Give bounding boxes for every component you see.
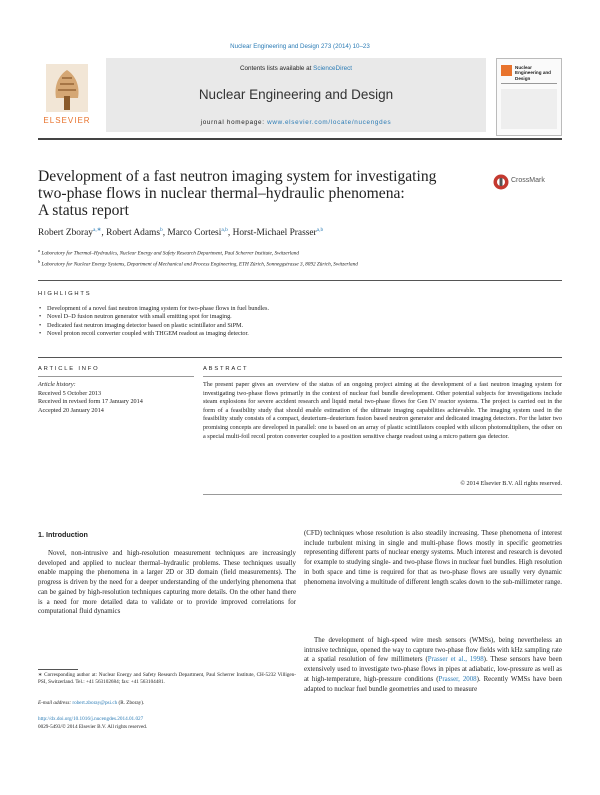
author-3[interactable]: Marco Cortesi$^{a,b}$ <box>167 227 228 239</box>
footnote-corresponding: ∗ Corresponding author at: Nuclear Energy and Safety Research Department, Paul Scherrer Institute, CH-5232 Villigen-PSI, Switzerland. Tel.: +41 563102684; fax: +41 563104481. <box>38 672 296 686</box>
article-history <box>38 381 194 415</box>
publisher-name: ELSEVIER <box>43 116 91 125</box>
author-1[interactable]: Robert Zboray$^{a,∗}$ <box>38 227 102 239</box>
email-link[interactable]: robert.zboray@psi.ch <box>72 700 118 706</box>
column-2-paragraph-2: The development of high-speed wire mesh sensors (WMSs), being nevertheless an intrusive technique, opened the way to capture two-phase flow fields with kHz sampling rate at a spatial resolution of few millimeters (Prasser et al., 1998). These sensors have been extensively used to investigate two-phase flows in pipes at adiabatic, low-pressure as well as at high-temperature, high-pressure conditions (Prasser, 2008). Recently WMSs have been adapted to nuclear fuel bundle geometries and used to measure <box>304 637 563 693</box>
contents-prefix: Contents lists available at <box>239 65 314 72</box>
received-date: Received 5 October 2013 <box>38 389 102 397</box>
issn-line: 0029-5493/© 2014 Elsevier B.V. All rights reserved. <box>38 724 148 730</box>
citation-link[interactable]: Prasser, 2008 <box>438 675 477 683</box>
journal-header <box>38 58 562 137</box>
footnote-rule <box>38 669 78 670</box>
journal-reference[interactable]: Nuclear Engineering and Design 273 (2014) 10–23 <box>230 43 370 50</box>
highlights-rule-top <box>38 280 562 281</box>
highlight-item: • Dedicated fast neutron imaging detector based on plastic scintillator and SiPM. <box>47 322 562 330</box>
homepage-url[interactable]: www.elsevier.com/locate/nucengdes <box>267 119 392 126</box>
highlight-item: • Development of a novel fast neutron imaging system for two-phase flows in fuel bundles. <box>47 305 562 313</box>
crossmark-label: CrossMark <box>511 177 545 184</box>
highlight-item: • Novel proton recoil converter coupled with THGEM readout as imaging detector. <box>47 330 562 338</box>
article-info-rule <box>38 376 194 377</box>
footnote-email: E-mail address: robert.zboray@psi.ch (R. Zboray). <box>38 700 145 706</box>
header-rule <box>38 138 562 140</box>
author-list: Robert Zboray$^{a,∗}$, Robert Adams$^b$, Marco Cortesi$^{a,b}$, Horst-Michael Prasser$^{a,b}$ <box>38 227 324 239</box>
header-band <box>106 58 486 132</box>
homepage-label: journal homepage: <box>200 119 268 126</box>
title-line-3: A status report <box>38 202 129 220</box>
abstract-text: The present paper gives an overview of the status of an ongoing project aiming at the development of a fast neutron imaging system for investigating two-phase flows primarily in the context of nuclear fuel bundle development. Other potential subjects for investigations include steam explosions for severe accident research and liquid metal two-phase flows for Gen IV reactor systems. The project is carried out in the form of a feasibility study that should enable estimation of the ultimate imaging capabilities achievable. The imaging system used in the feasibility study consists of a compact, deuterium–deuterium fusion based neutron generator and dedicated imaging detectors. For the latter two promising concepts are developed in parallel: one is based on an array of plastic scintillators coupled with silicon photomultipliers, the other on a special multi-foil recoil proton converter coupled to a position sensitive charge readout using a micro pattern gas detector. <box>203 381 562 440</box>
affiliations <box>38 247 562 269</box>
crossmark-icon <box>493 174 509 190</box>
abstract-rule <box>203 376 562 377</box>
homepage-line <box>106 119 486 126</box>
journal-title: Nuclear Engineering and Design <box>198 87 394 102</box>
highlight-item: • Novel D–D fusion neutron generator with small emitting spot for imaging. <box>47 313 562 321</box>
cover-title: Nuclear Engineering and Design <box>515 65 551 81</box>
accepted-date: Accepted 20 January 2014 <box>38 406 104 414</box>
revised-date: Received in revised form 17 January 2014 <box>38 398 143 406</box>
title-line-2: two-phase flows in nuclear thermal–hydraulic phenomena: <box>38 185 405 203</box>
section-title: 1. Introduction <box>38 530 88 539</box>
abstract-rule-bottom <box>203 494 562 495</box>
history-label: Article history: <box>38 381 76 388</box>
affiliation-a: $^a$ Laboratory for Thermal–Hydraulics, Nuclear Energy and Safety Research Department, Paul Scherrer Institute, Switzerland <box>38 248 299 257</box>
cover-logo-icon <box>501 65 512 76</box>
abstract-heading: ABSTRACT <box>203 366 249 372</box>
journal-cover-thumbnail <box>496 58 562 136</box>
column-2-paragraph-1: (CFD) techniques whose resolution is also steadily increasing. These phenomena of interest include turbulent mixing in single and multi-phase flows mostly in specific geometries representing different parts of nuclear energy systems. Much interest and research is devoted for example to studying single- and two-phase flows in nuclear fuel bundles. High resolution in both space and time is required for that as two-phase flows are usually very dynamic phenomena involving a multitude of different length scales down to the sub-millimeter range. <box>304 530 563 586</box>
article-info-heading: ARTICLE INFO <box>38 366 100 372</box>
doi-link[interactable]: http://dx.doi.org/10.1016/j.nucengdes.2014.01.027 <box>38 716 144 722</box>
highlights-heading: HIGHLIGHTS <box>38 291 92 297</box>
author-4[interactable]: Horst-Michael Prasser$^{a,b}$ <box>232 227 324 239</box>
title-line-1: Development of a fast neutron imaging system for investigating <box>38 168 437 185</box>
highlights-list <box>38 305 562 338</box>
author-2[interactable]: Robert Adams$^b$ <box>106 227 163 239</box>
affiliation-b: $^b$ Laboratory for Nuclear Energy Systems, Department of Mechanical and Process Engineering, ETH Zürich, Sonneggstrasse 3, 8092 Zürich, Switzerland <box>38 258 358 268</box>
info-rule-top <box>38 357 562 358</box>
sciencedirect-link[interactable]: ScienceDirect <box>313 65 352 72</box>
contents-line <box>106 65 486 72</box>
citation-link[interactable]: Prasser et al., 1998 <box>427 656 484 664</box>
column-1-paragraph: Novel, non-intrusive and high-resolution measurement techniques are increasingly developed and applied to nuclear thermal–hydraulic problems. These techniques usually enable mapping the phenomena in a larger 2D or 3D domain (field measurements). The progress is driven by the need for a deeper understanding of the underlying phenomena that can be gained by high-resolution techniques capturing more details. On the other hand there is a need for more detailed data to validate or to provide improved correlations for computational fluid dynamics <box>38 550 296 616</box>
article-title <box>38 168 478 220</box>
copyright: © 2014 Elsevier B.V. All rights reserved. <box>460 480 562 487</box>
elsevier-logo <box>38 60 96 125</box>
crossmark-badge[interactable] <box>493 172 563 192</box>
